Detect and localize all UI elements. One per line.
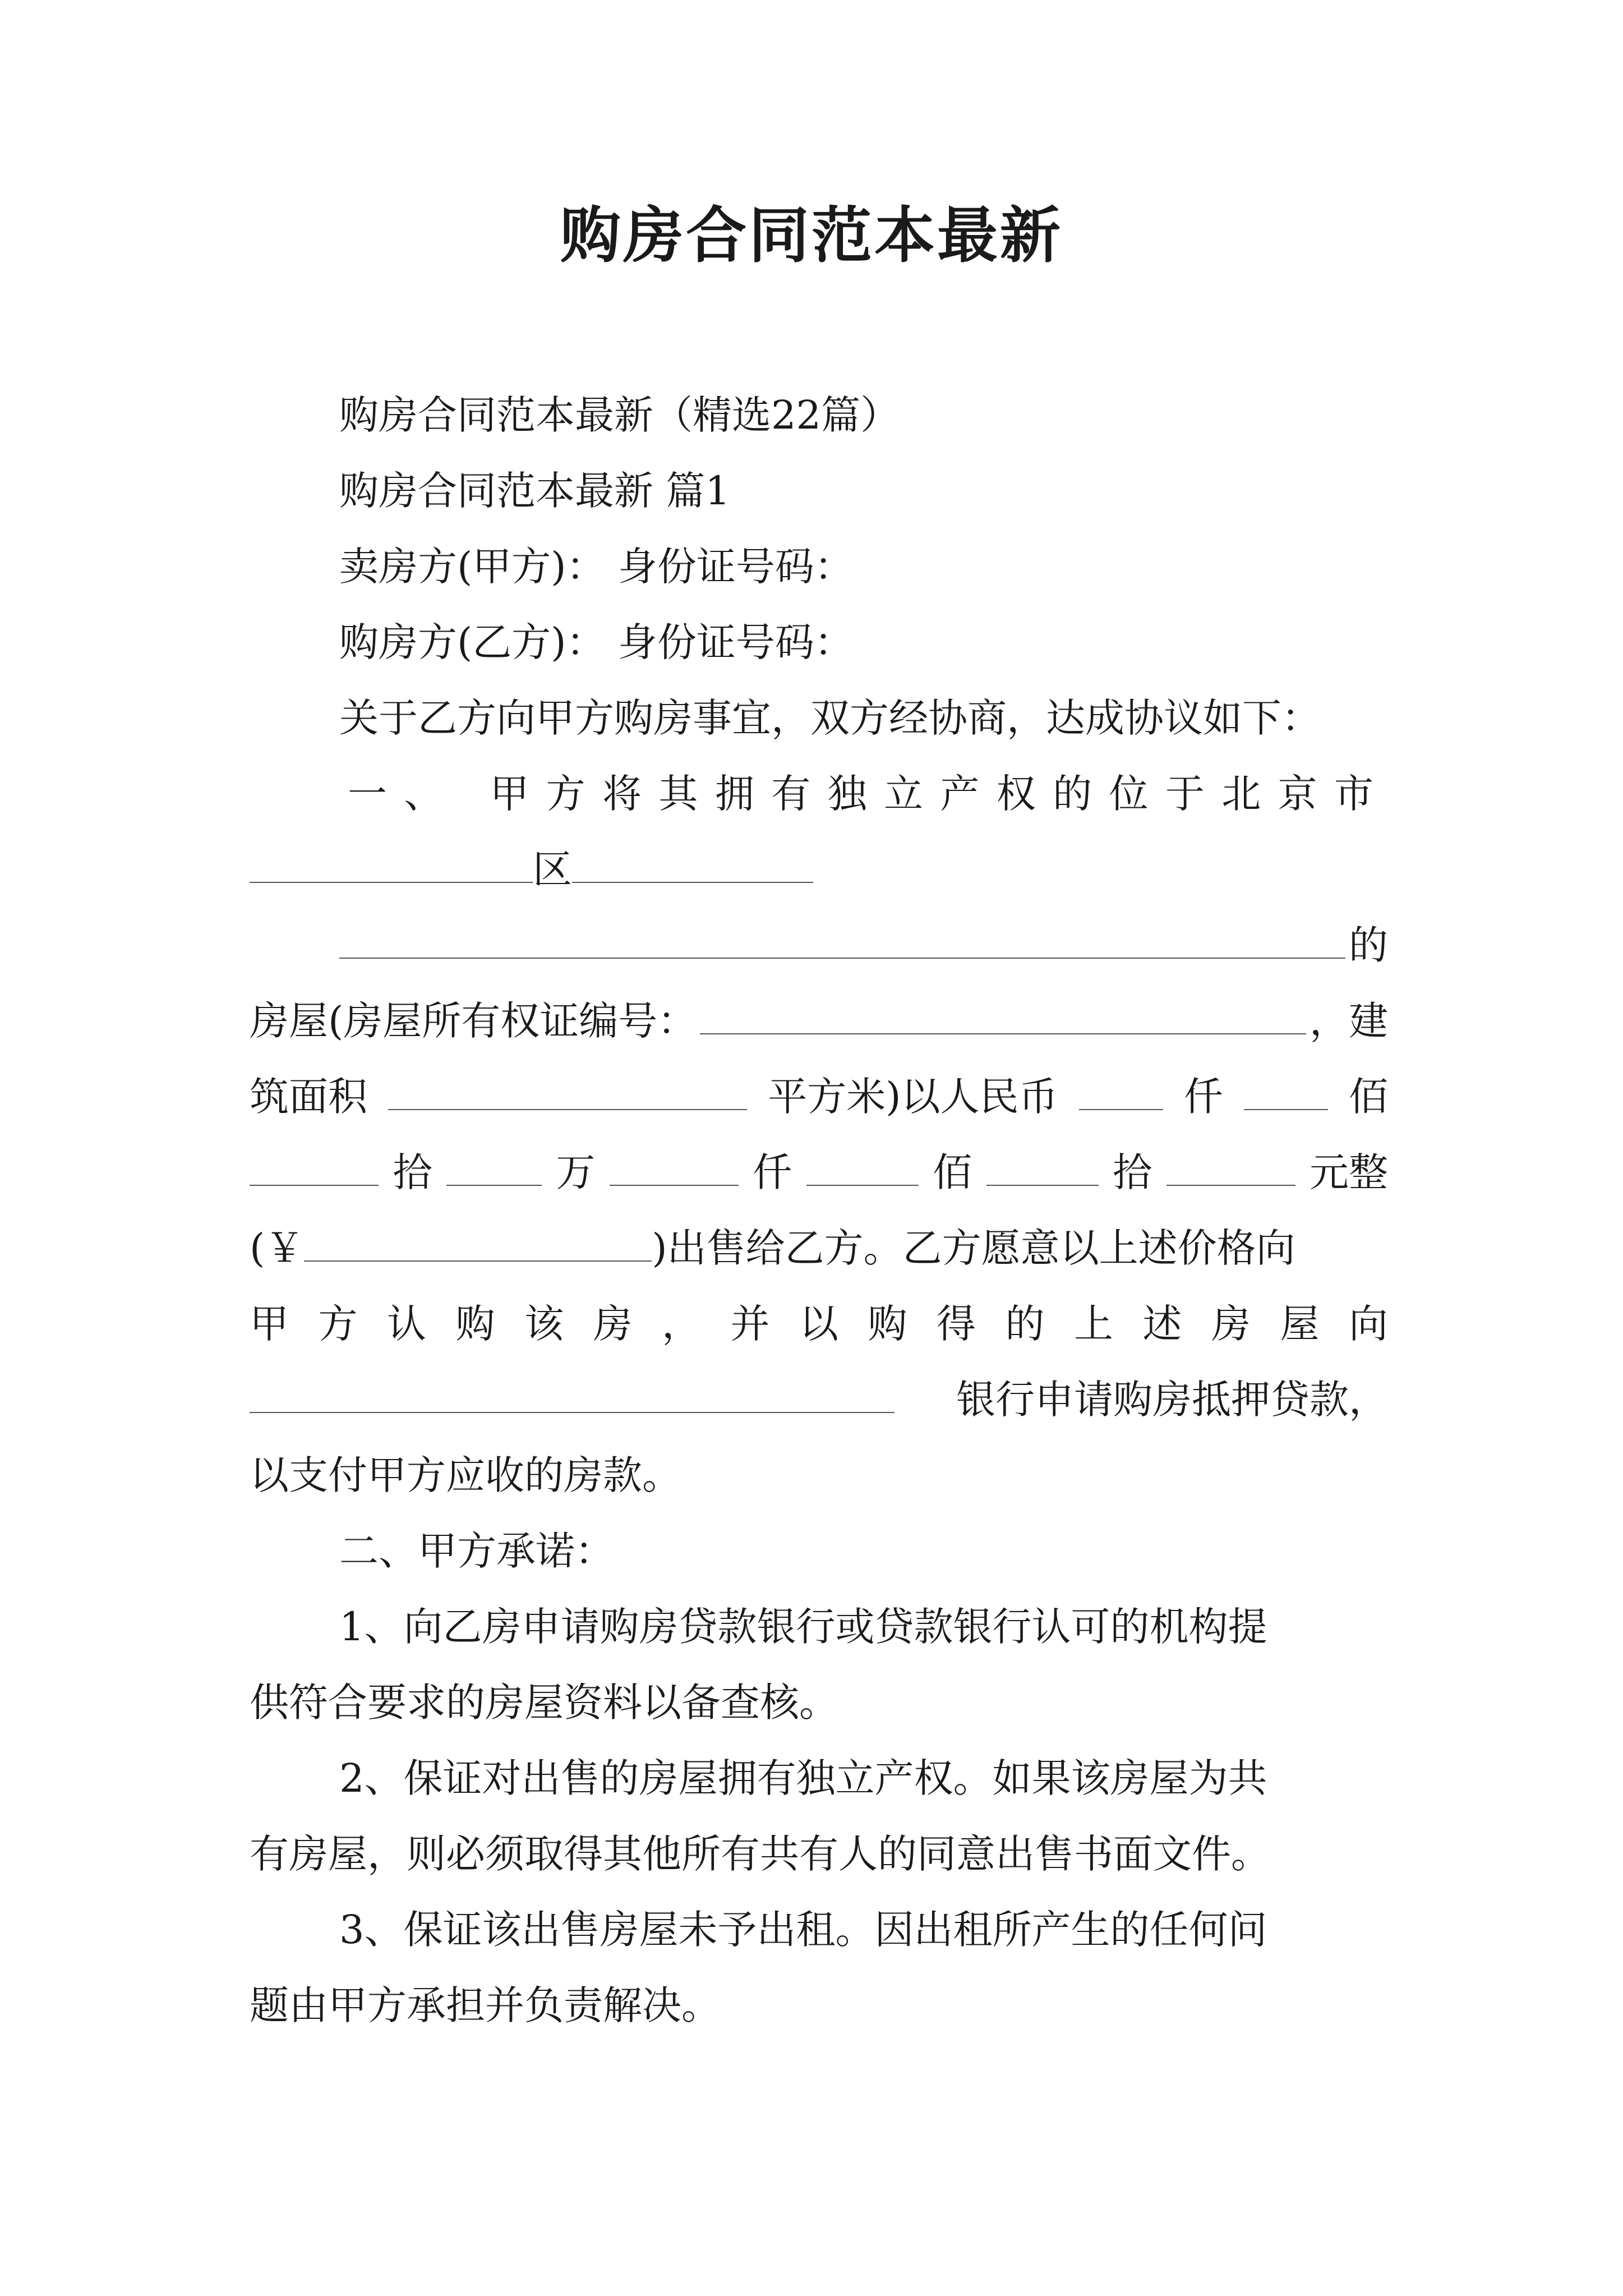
clause-2-item-3: 3、保证该出售房屋未予出租。因出租所产生的任何问 [339,1907,1267,1953]
bai-label: 佰 [1348,1074,1388,1120]
clause-1-bank-line [250,1372,1388,1428]
document-title: 购房合同范本最新 [560,200,1063,271]
section-heading: 购房合同范本最新 篇1 [339,468,730,514]
blank-field[interactable] [339,917,1345,959]
qian-label: 仟 [1183,1074,1223,1120]
blank-field[interactable] [986,1144,1099,1186]
purchase-text: 甲方认购该房，并以购得的上述房屋向 [250,1301,1388,1347]
area-unit-label: 平方米)以人民币 [768,1074,1058,1120]
clause-1-purchase-line [250,1296,1388,1352]
clause-2-item-1: 1、向乙房申请购房贷款银行或贷款银行认可的机构提 [339,1604,1267,1650]
blank-field[interactable] [250,1372,895,1413]
blank-field[interactable] [1079,1069,1163,1110]
clause-2-item-1-cont: 供符合要求的房屋资料以备查核。 [250,1680,838,1726]
sale-label: )出售给乙方。乙方愿意以上述价格向 [652,1225,1295,1271]
yen-label: (￥ [250,1225,305,1271]
clause-1-heading [348,766,1388,822]
seller-line: 卖房方(甲方)： 身份证号码： [339,544,854,590]
clause-2-item-3-cont: 题由甲方承担并负责解决。 [250,1982,721,2028]
clause-2-item-2: 2、保证对出售的房屋拥有独立产权。如果该房屋为共 [339,1755,1267,1801]
clause-1-district-line [250,841,1388,898]
blank-field[interactable] [700,993,1306,1034]
blank-field[interactable] [250,1144,379,1186]
clause-1-heading-text: 一、 甲方将其拥有独立产权的位于北京市 [348,771,1388,817]
district-label: 区 [533,846,572,892]
blank-field[interactable] [1166,1144,1295,1186]
blank-field[interactable] [388,1069,747,1110]
bai-label-2: 佰 [933,1149,972,1195]
clause-2-item-2-cont: 有房屋，则必须取得其他所有共有人的同意出售书面文件。 [250,1831,1270,1877]
clause-1-certificate-line [250,993,1388,1049]
clause-1-payment-line: 以支付甲方应收的房款。 [250,1452,681,1498]
blank-field[interactable] [304,1220,652,1262]
shi-label-2: 拾 [1113,1149,1152,1195]
bank-label: 银行申请购房抵押贷款， [956,1377,1388,1423]
area-label: 筑面积 [250,1074,367,1120]
clause-1-yen-line [250,1220,1388,1276]
blank-field[interactable] [250,841,533,883]
blank-field[interactable] [806,1144,919,1186]
shi-label: 拾 [393,1149,432,1195]
yuan-label: 元整 [1309,1149,1388,1195]
blank-field[interactable] [1244,1069,1328,1110]
subtitle: 购房合同范本最新（精选22篇） [339,392,900,438]
buyer-line: 购房方(乙方)： 身份证号码： [339,619,854,665]
intro-line: 关于乙方向甲方购房事宜，双方经协商，达成协议如下： [339,695,1321,741]
certificate-label-end: ，建 [1310,998,1388,1044]
clause-1-address-line [339,917,1388,973]
blank-field[interactable] [572,841,813,883]
certificate-label: 房屋(房屋所有权证编号： [250,998,697,1044]
of-label: 的 [1349,922,1388,968]
clause-1-area-line [250,1069,1388,1125]
clause-1-amount-line [250,1144,1388,1200]
wan-label: 万 [556,1149,596,1195]
blank-field[interactable] [610,1144,739,1186]
clause-2-heading: 二、甲方承诺： [339,1528,614,1574]
qian-label-2: 仟 [753,1149,792,1195]
blank-field[interactable] [446,1144,542,1186]
